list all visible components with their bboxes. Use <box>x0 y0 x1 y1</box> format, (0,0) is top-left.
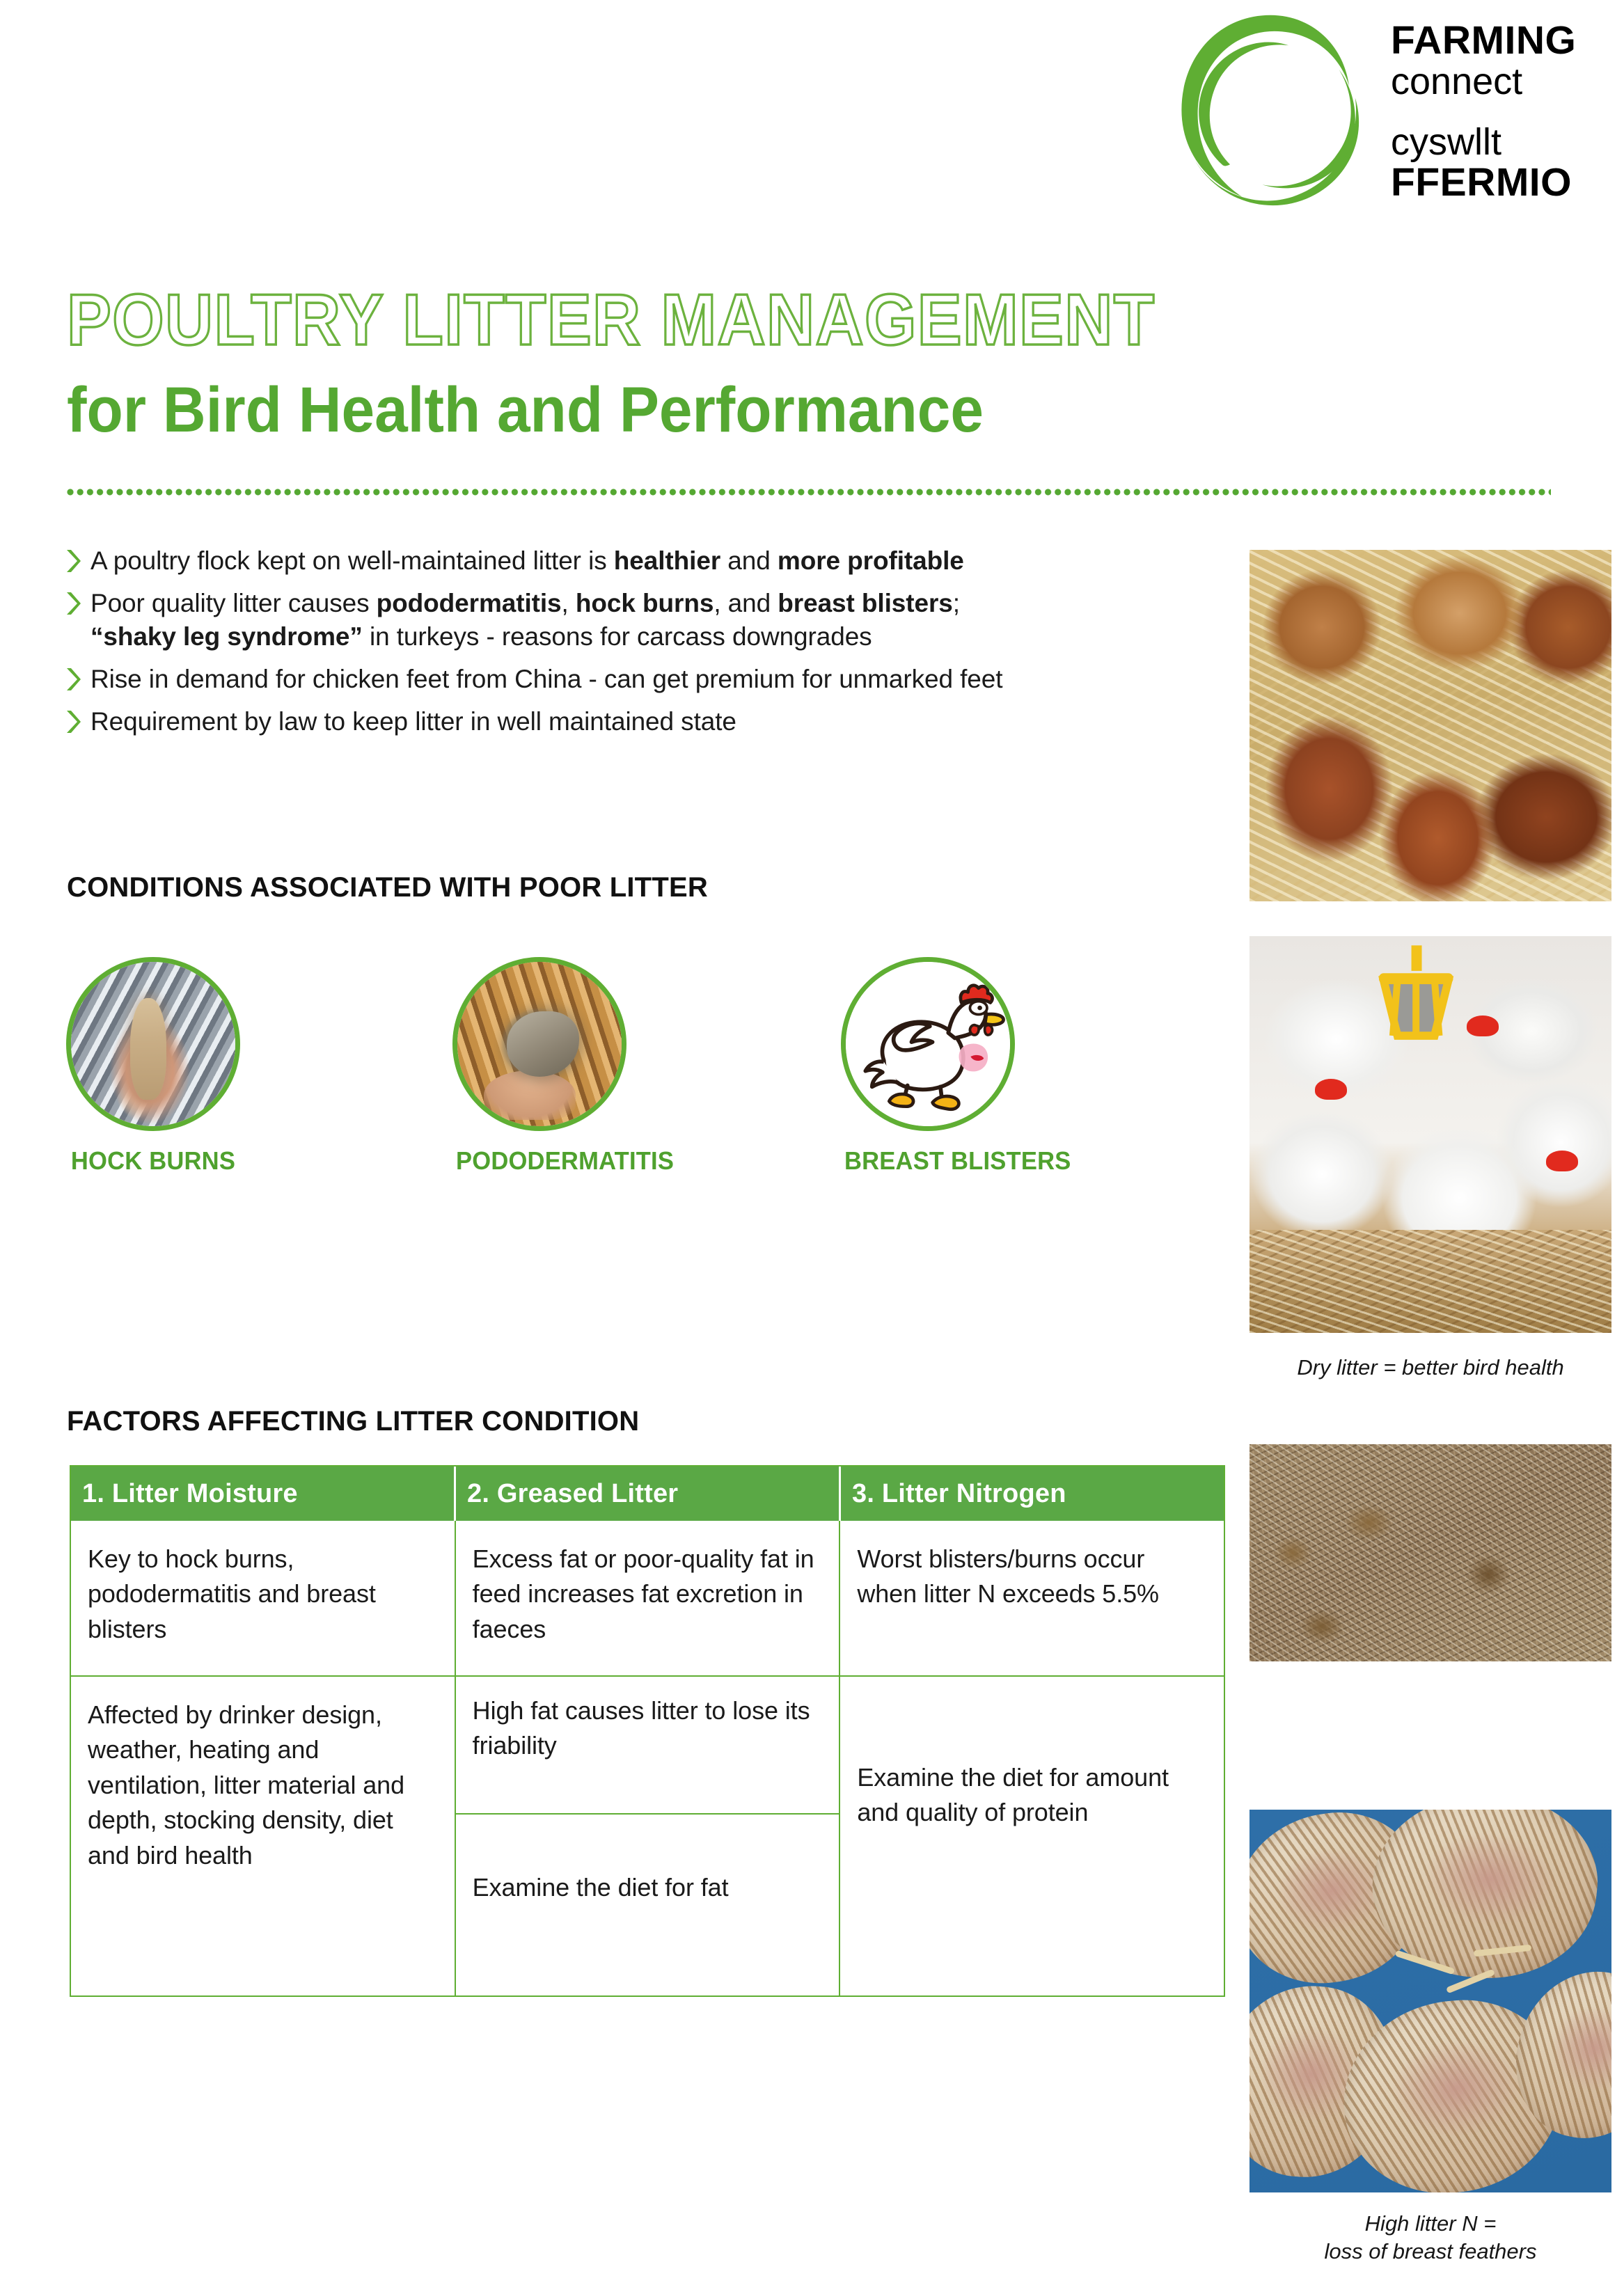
chevron-right-icon <box>64 663 90 693</box>
table-header-row <box>71 1467 1224 1521</box>
pododermatitis-photo <box>457 962 622 1126</box>
factors-section-heading: FACTORS AFFECTING LITTER CONDITION <box>67 1406 640 1437</box>
logo-line-farming: FARMING <box>1391 17 1577 63</box>
table-column-litter-nitrogen <box>839 1521 1224 1995</box>
white-broilers-feeder-photo <box>1249 936 1611 1333</box>
key-point-text: Requirement by law to keep litter in well maintained state <box>90 707 736 736</box>
table-cell: Examine the diet for fat <box>456 1813 839 1995</box>
table-column-litter-moisture <box>71 1521 455 1995</box>
caption-line-2: loss of breast feathers <box>1324 2239 1537 2264</box>
table-header-greased-litter: 2. Greased Litter <box>454 1467 839 1521</box>
brown-hens-on-straw-photo <box>1249 550 1611 901</box>
caption-high-litter-nitrogen <box>1249 2210 1611 2266</box>
logo-line-ffermio: FFERMIO <box>1391 160 1572 205</box>
logo-line-connect: connect <box>1391 60 1523 102</box>
key-point-4 <box>64 705 1233 738</box>
cartoon-chicken-icon <box>846 962 1010 1126</box>
featherless-birds-photo <box>1249 1810 1611 2192</box>
table-cell: Excess fat or poor-quality fat in feed increases fat excretion in faeces <box>472 1544 814 1643</box>
condition-pododermatitis <box>452 957 675 1176</box>
breast-blisters-circle-frame <box>841 957 1015 1131</box>
table-cell: Key to hock burns, pododermatitis and breast blisters <box>88 1544 376 1643</box>
page-subtitle: for Bird Health and Performance <box>67 374 984 445</box>
page-title: POULTRY LITTER MANAGEMENT <box>67 280 1156 361</box>
breast-blister-illustration <box>846 962 1010 1126</box>
table-header-litter-moisture: 1. Litter Moisture <box>82 1478 298 1508</box>
key-point-1 <box>64 544 1233 578</box>
conditions-circle-row <box>63 957 1218 1361</box>
table-cell: High fat causes litter to lose its friability <box>456 1675 839 1813</box>
condition-hock-burns <box>66 957 240 1176</box>
caption-dry-litter: Dry litter = better bird health <box>1297 1355 1564 1380</box>
table-header-litter-nitrogen: 3. Litter Nitrogen <box>839 1467 1224 1521</box>
table-cell: Worst blisters/burns occur when litter N exceeds 5.5% <box>857 1544 1159 1609</box>
condition-label-breast-blisters: BREAST BLISTERS <box>844 1146 1071 1175</box>
dotted-divider <box>67 489 1551 498</box>
condition-breast-blisters <box>841 957 1071 1176</box>
condition-label-hock-burns: HOCK BURNS <box>70 1146 236 1175</box>
chevron-right-icon <box>64 587 90 617</box>
conditions-section-heading: CONDITIONS ASSOCIATED WITH POOR LITTER <box>67 872 708 903</box>
table-column-greased-litter <box>455 1521 839 1995</box>
table-body <box>71 1521 1224 1995</box>
key-points-list <box>64 544 1233 748</box>
condition-label-pododermatitis: PODODERMATITIS <box>456 1146 675 1175</box>
key-point-text: A poultry flock kept on well-maintained litter is healthier and more profitable <box>90 546 964 575</box>
key-point-text: Rise in demand for chicken feet from China - can get premium for unmarked feet <box>90 665 1003 694</box>
key-point-text: Poor quality litter causes pododermatitis, hock burns, and breast blisters; “shaky leg syndrome” in turkeys - reasons for carcass downgrades <box>90 589 960 651</box>
swirl-ring-logo-icon <box>1169 9 1371 211</box>
key-point-3 <box>64 663 1233 696</box>
caption-line-1: High litter N = <box>1364 2211 1497 2236</box>
hock-burns-circle-frame <box>66 957 240 1131</box>
litter-texture-photo <box>1249 1444 1611 1661</box>
logo-line-cyswllt: cyswllt <box>1391 121 1501 163</box>
hock-burn-photo <box>71 962 235 1126</box>
key-point-2 <box>64 587 1233 654</box>
pododermatitis-circle-frame <box>452 957 626 1131</box>
poultry-feeder-icon <box>1358 944 1474 1063</box>
logo-wordmark <box>1391 17 1576 203</box>
chevron-right-icon <box>64 544 90 574</box>
table-cell: Examine the diet for amount and quality of protein <box>840 1675 1224 1995</box>
factors-table <box>70 1465 1225 1997</box>
chevron-right-icon <box>64 705 90 735</box>
table-cell: Affected by drinker design, weather, heating and ventilation, litter material and depth, stocking density, diet and bird health <box>71 1675 455 1995</box>
farming-connect-logo <box>1169 6 1615 214</box>
